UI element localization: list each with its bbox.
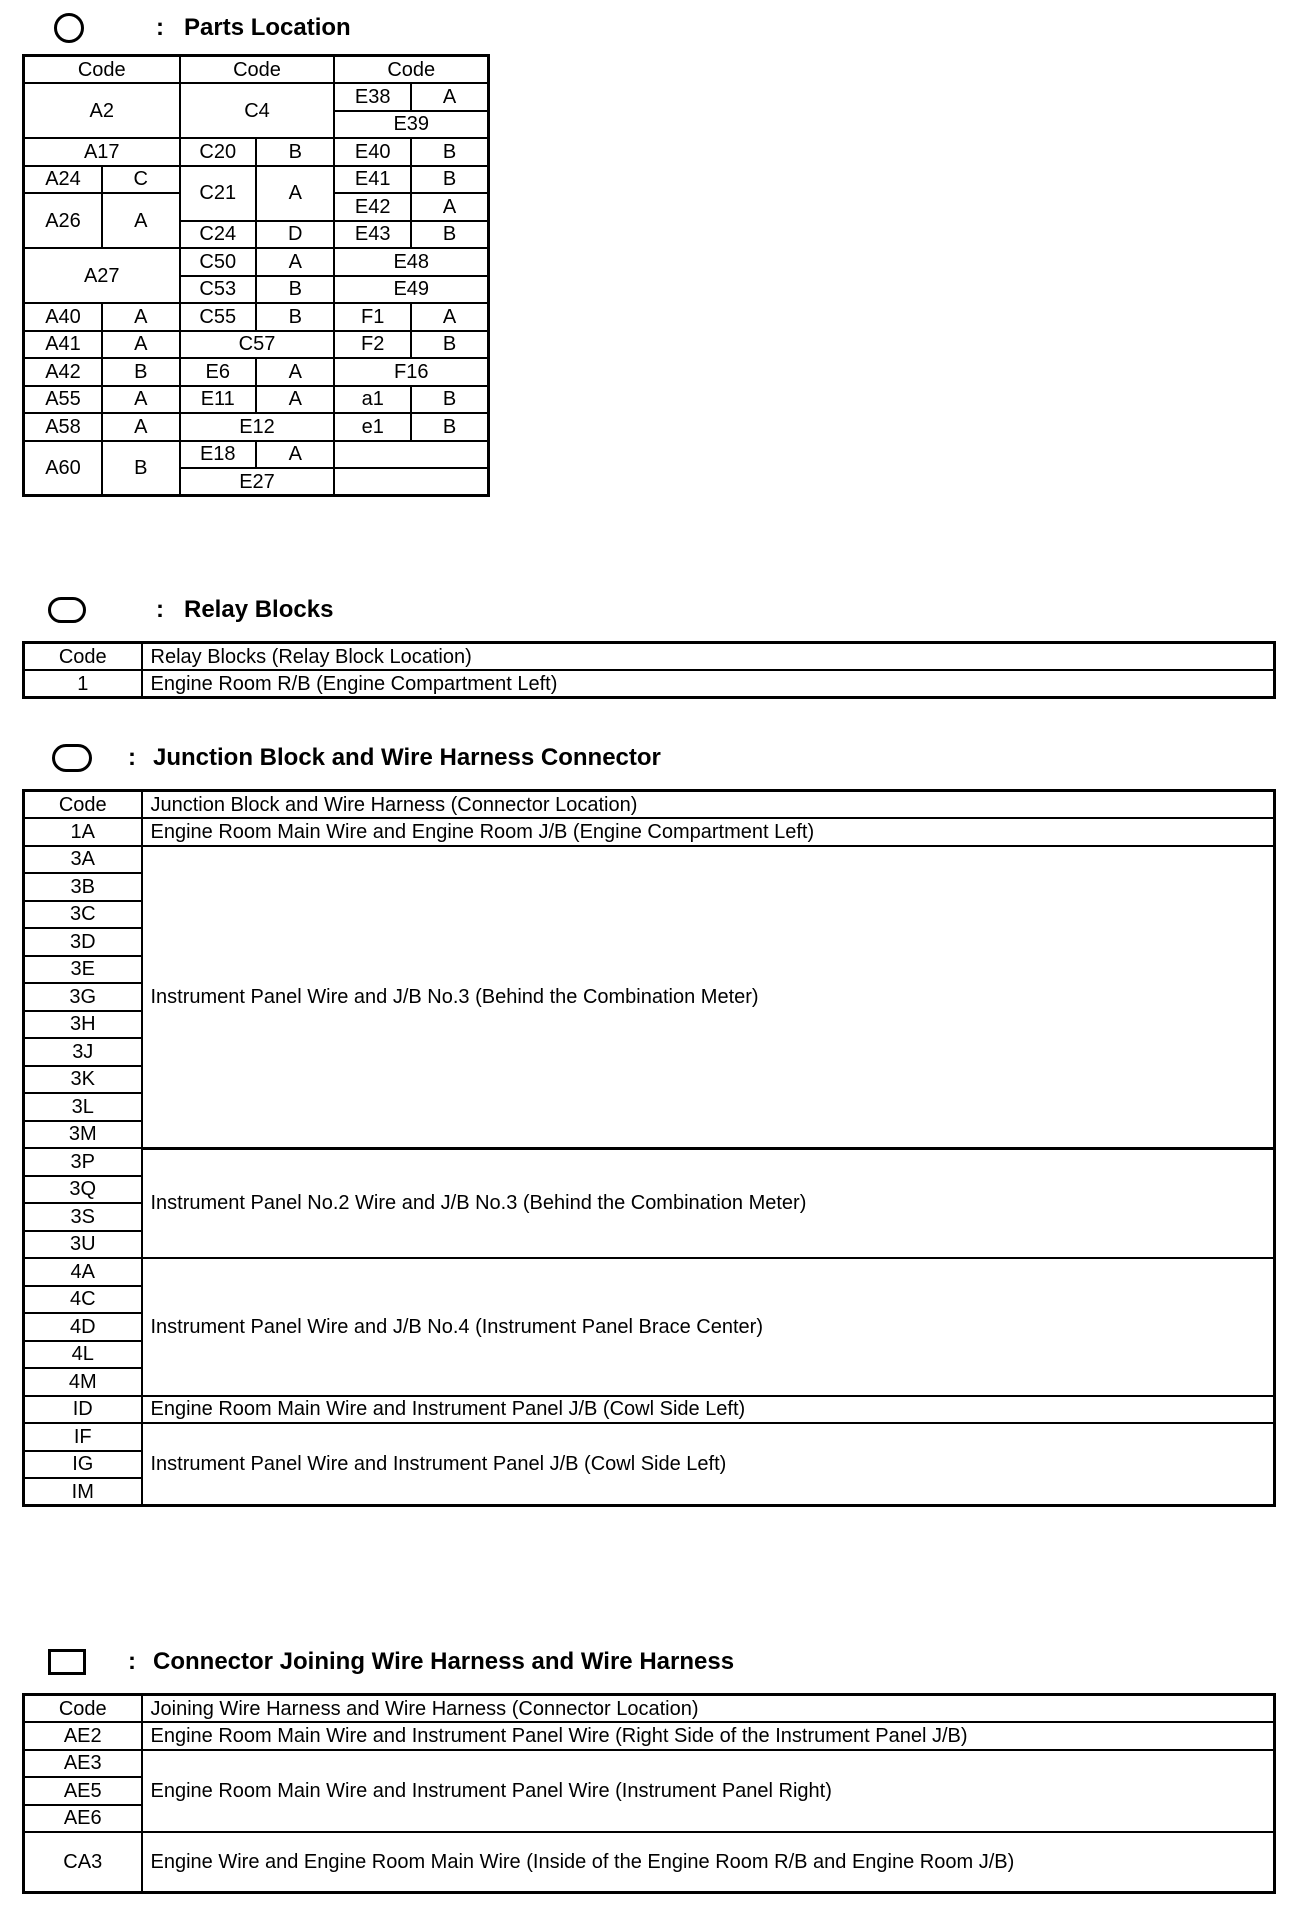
location-cell: A: [102, 303, 180, 331]
code-cell: E41: [334, 166, 410, 194]
code-cell: A27: [24, 248, 180, 303]
table-row: [24, 1258, 1275, 1286]
header-cell: Joining Wire Harness and Wire Harness (Connector Location): [142, 1695, 1275, 1723]
code-cell: 3K: [24, 1066, 142, 1094]
location-cell: A: [102, 193, 180, 248]
header-cell: Code: [24, 643, 142, 671]
location-cell: B: [411, 413, 489, 441]
code-cell: a1: [334, 386, 410, 414]
section-title: Connector Joining Wire Harness and Wire Harness: [153, 1648, 735, 1675]
section-title: Junction Block and Wire Harness Connector: [153, 744, 661, 771]
code-cell: 3Q: [24, 1176, 142, 1204]
header-colon: :: [156, 14, 164, 41]
table-row: [24, 166, 489, 194]
code-cell: C53: [180, 276, 256, 304]
code-cell: e1: [334, 413, 410, 441]
code-cell: C20: [180, 138, 256, 166]
relay-blocks-table: [22, 641, 1276, 699]
rectangle-symbol-icon: [48, 1649, 86, 1675]
code-cell: E39: [334, 111, 488, 139]
location-cell: A: [256, 166, 335, 221]
code-cell: 3J: [24, 1038, 142, 1066]
code-cell: E38: [334, 83, 410, 111]
table-row: [24, 303, 489, 331]
code-cell: 3S: [24, 1203, 142, 1231]
table-row: [24, 1750, 1275, 1778]
location-cell: A: [411, 83, 489, 111]
location-cell: A: [256, 441, 335, 469]
table-row: [24, 670, 1275, 698]
header-cell: Code: [334, 56, 488, 84]
code-cell: 4M: [24, 1368, 142, 1396]
location-cell: A: [256, 386, 335, 414]
header-cell: Junction Block and Wire Harness (Connector Location): [142, 791, 1275, 819]
location-cell: A: [102, 386, 180, 414]
location-cell: A: [256, 248, 335, 276]
empty-cell: [334, 468, 488, 496]
code-cell: A55: [24, 386, 103, 414]
location-cell: D: [256, 221, 335, 249]
location-cell: Instrument Panel Wire and J/B No.4 (Instrument Panel Brace Center): [142, 1258, 1275, 1396]
code-cell: E42: [334, 193, 410, 221]
code-cell: E27: [180, 468, 335, 496]
code-cell: F16: [334, 358, 488, 386]
code-cell: 3M: [24, 1121, 142, 1149]
code-cell: 3G: [24, 983, 142, 1011]
header-colon: :: [156, 596, 164, 623]
location-cell: B: [411, 386, 489, 414]
table-row: [24, 818, 1275, 846]
relay-blocks-header: [48, 594, 334, 626]
header-colon: :: [128, 1648, 136, 1675]
code-cell: C50: [180, 248, 256, 276]
location-cell: Instrument Panel Wire and Instrument Panel J/B (Cowl Side Left): [142, 1423, 1275, 1506]
location-cell: B: [102, 358, 180, 386]
table-row: [24, 56, 489, 84]
table-row: [24, 1396, 1275, 1424]
code-cell: AE6: [24, 1805, 142, 1833]
circle-symbol-icon: [54, 13, 84, 43]
code-cell: IM: [24, 1478, 142, 1506]
location-cell: Engine Room Main Wire and Instrument Panel Wire (Instrument Panel Right): [142, 1750, 1275, 1833]
header-cell: Code: [24, 791, 142, 819]
oval-symbol-icon: [48, 597, 86, 623]
table-row: [24, 846, 1275, 874]
code-cell: 3H: [24, 1011, 142, 1039]
code-cell: 4C: [24, 1286, 142, 1314]
location-cell: Engine Room Main Wire and Instrument Panel J/B (Cowl Side Left): [142, 1396, 1275, 1424]
code-cell: IF: [24, 1423, 142, 1451]
code-cell: 3P: [24, 1148, 142, 1176]
code-cell: A26: [24, 193, 103, 248]
header-cell: Relay Blocks (Relay Block Location): [142, 643, 1275, 671]
location-cell: Engine Room R/B (Engine Compartment Left): [142, 670, 1275, 698]
code-cell: 3C: [24, 901, 142, 929]
table-row: [24, 1148, 1275, 1176]
junction-block-header: [52, 742, 661, 774]
code-cell: A60: [24, 441, 103, 496]
code-cell: C4: [180, 83, 335, 138]
location-cell: Engine Room Main Wire and Engine Room J/B (Engine Compartment Left): [142, 818, 1275, 846]
location-cell: B: [411, 138, 489, 166]
code-cell: AE5: [24, 1777, 142, 1805]
table-row: [24, 331, 489, 359]
empty-cell: [334, 441, 488, 469]
location-cell: B: [102, 441, 180, 496]
table-row: [24, 643, 1275, 671]
parts-location-header: [54, 12, 351, 44]
location-cell: B: [411, 221, 489, 249]
location-cell: A: [256, 358, 335, 386]
location-cell: A: [411, 193, 489, 221]
code-cell: E43: [334, 221, 410, 249]
location-cell: B: [256, 138, 335, 166]
code-cell: E40: [334, 138, 410, 166]
code-cell: IG: [24, 1451, 142, 1479]
location-cell: C: [102, 166, 180, 194]
code-cell: E48: [334, 248, 488, 276]
code-cell: 3L: [24, 1093, 142, 1121]
code-cell: CA3: [24, 1832, 142, 1892]
location-cell: Engine Room Main Wire and Instrument Panel Wire (Right Side of the Instrument Panel J/B): [142, 1722, 1275, 1750]
code-cell: F1: [334, 303, 410, 331]
table-row: [24, 1695, 1275, 1723]
rounded-oval-symbol-icon: [52, 744, 92, 772]
code-cell: 1A: [24, 818, 142, 846]
table-row: [24, 441, 489, 469]
location-cell: B: [411, 166, 489, 194]
code-cell: A42: [24, 358, 103, 386]
table-row: [24, 248, 489, 276]
header-cell: Code: [24, 1695, 142, 1723]
code-cell: C57: [180, 331, 335, 359]
table-row: [24, 1832, 1275, 1892]
header-cell: Code: [24, 56, 180, 84]
code-cell: 3U: [24, 1231, 142, 1259]
table-row: [24, 1423, 1275, 1451]
location-cell: Instrument Panel No.2 Wire and J/B No.3 (Behind the Combination Meter): [142, 1148, 1275, 1258]
table-row: [24, 83, 489, 111]
code-cell: AE2: [24, 1722, 142, 1750]
code-cell: 4D: [24, 1313, 142, 1341]
code-cell: ID: [24, 1396, 142, 1424]
code-cell: E6: [180, 358, 256, 386]
parts-location-table: [22, 54, 490, 497]
code-cell: 3D: [24, 928, 142, 956]
location-cell: Instrument Panel Wire and J/B No.3 (Behind the Combination Meter): [142, 846, 1275, 1149]
code-cell: C55: [180, 303, 256, 331]
header-cell: Code: [180, 56, 335, 84]
code-cell: C21: [180, 166, 256, 221]
code-cell: A40: [24, 303, 103, 331]
section-title: Relay Blocks: [184, 596, 334, 623]
code-cell: E49: [334, 276, 488, 304]
table-row: [24, 138, 489, 166]
section-title: Parts Location: [184, 14, 351, 41]
code-cell: 4L: [24, 1341, 142, 1369]
junction-block-table: [22, 789, 1276, 1507]
code-cell: A41: [24, 331, 103, 359]
location-cell: B: [256, 276, 335, 304]
code-cell: F2: [334, 331, 410, 359]
code-cell: A58: [24, 413, 103, 441]
code-cell: E18: [180, 441, 256, 469]
code-cell: AE3: [24, 1750, 142, 1778]
code-cell: 1: [24, 670, 142, 698]
header-colon: :: [128, 744, 136, 771]
table-row: [24, 386, 489, 414]
location-cell: Engine Wire and Engine Room Main Wire (Inside of the Engine Room R/B and Engine Room J/B): [142, 1832, 1275, 1892]
location-cell: A: [102, 331, 180, 359]
table-row: [24, 791, 1275, 819]
location-cell: A: [411, 303, 489, 331]
location-cell: B: [411, 331, 489, 359]
code-cell: A24: [24, 166, 103, 194]
code-cell: E12: [180, 413, 335, 441]
code-cell: 3E: [24, 956, 142, 984]
connector-joining-header: [48, 1646, 735, 1678]
code-cell: 3A: [24, 846, 142, 874]
code-cell: A2: [24, 83, 180, 138]
code-cell: 3B: [24, 873, 142, 901]
table-row: [24, 413, 489, 441]
code-cell: 4A: [24, 1258, 142, 1286]
code-cell: E11: [180, 386, 256, 414]
table-row: [24, 1722, 1275, 1750]
location-cell: B: [256, 303, 335, 331]
connector-joining-table: [22, 1693, 1276, 1894]
location-cell: A: [102, 413, 180, 441]
code-cell: A17: [24, 138, 180, 166]
table-row: [24, 358, 489, 386]
code-cell: C24: [180, 221, 256, 249]
